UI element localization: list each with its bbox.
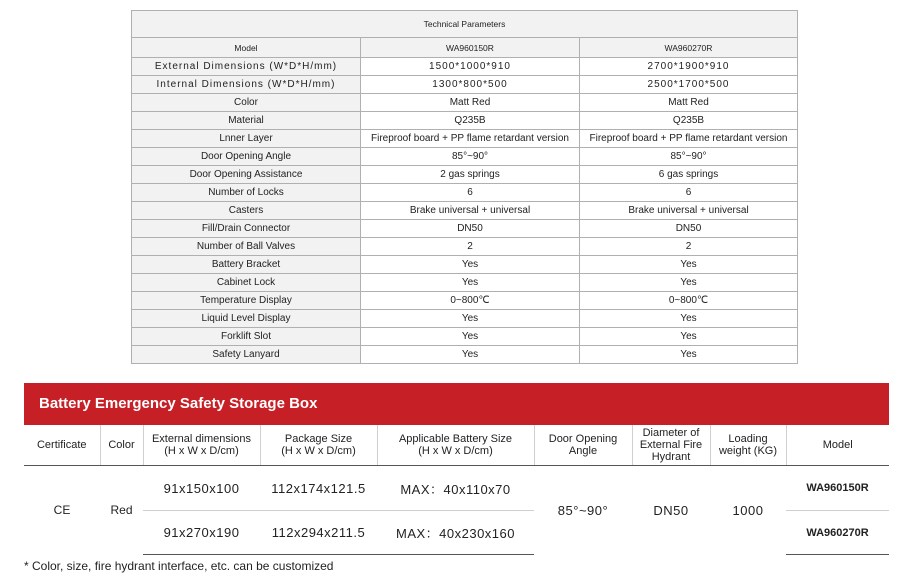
parameter-value: Yes — [580, 310, 798, 328]
parameter-value: 2700*1900*910 — [580, 58, 798, 76]
parameter-label: Safety Lanyard — [132, 346, 361, 364]
parameter-value: Brake universal + universal — [580, 202, 798, 220]
parameter-label: Internal Dimensions (W*D*H/mm) — [132, 76, 361, 94]
parameter-value: Fireproof board + PP flame retardant version — [361, 130, 580, 148]
parameter-value: Yes — [361, 346, 580, 364]
table-row — [132, 238, 798, 256]
table-row — [132, 256, 798, 274]
parameter-label: Temperature Display — [132, 292, 361, 310]
model-value: WA960150R — [786, 466, 889, 511]
parameter-label: Cabinet Lock — [132, 274, 361, 292]
header-color: Color — [100, 425, 143, 466]
parameter-label: Color — [132, 94, 361, 112]
table-row — [132, 166, 798, 184]
parameter-label: Casters — [132, 202, 361, 220]
table-row — [132, 130, 798, 148]
parameter-value: 6 — [580, 184, 798, 202]
parameter-label: Battery Bracket — [132, 256, 361, 274]
parameter-value: 1300*800*500 — [361, 76, 580, 94]
product-banner — [24, 383, 889, 425]
product-title: Battery Emergency Safety Storage Box — [39, 395, 318, 412]
parameter-value: Yes — [361, 274, 580, 292]
parameter-label: Fill/Drain Connector — [132, 220, 361, 238]
color-value: Red — [110, 503, 133, 518]
header-model: Model — [786, 425, 889, 466]
parameter-label: Liquid Level Display — [132, 310, 361, 328]
parameter-label: Number of Ball Valves — [132, 238, 361, 256]
parameter-value: 85°~90° — [580, 148, 798, 166]
table-title: Technical Parameters — [132, 11, 798, 38]
certificate-value: CE — [53, 503, 71, 518]
model-value: WA960270R — [786, 511, 889, 555]
parameter-value: Yes — [580, 274, 798, 292]
parameter-value: 2 gas springs — [361, 166, 580, 184]
door-angle-value: 85°~90° — [557, 502, 609, 518]
table-row — [132, 274, 798, 292]
parameter-value: Yes — [361, 328, 580, 346]
table-row — [132, 202, 798, 220]
parameter-value: Yes — [361, 256, 580, 274]
table-row — [132, 184, 798, 202]
parameter-value: Yes — [361, 310, 580, 328]
parameter-value: Q235B — [361, 112, 580, 130]
hydrant-value: DN50 — [653, 502, 689, 518]
parameter-value: 85°~90° — [361, 148, 580, 166]
parameter-value: 0~800℃ — [361, 292, 580, 310]
parameter-value: Q235B — [580, 112, 798, 130]
header-package-size: Package Size (H x W x D/cm) — [260, 425, 377, 466]
table-row — [132, 328, 798, 346]
table-row — [132, 148, 798, 166]
table-row — [132, 58, 798, 76]
header-external-dimensions: External dimensions (H x W x D/cm) — [143, 425, 260, 466]
parameter-value: Matt Red — [361, 94, 580, 112]
parameter-label: Material — [132, 112, 361, 130]
footnote: * Color, size, fire hydrant interface, etc. can be customized — [24, 559, 334, 573]
product-row — [24, 466, 889, 511]
table-row — [132, 76, 798, 94]
product-spec-table — [24, 425, 889, 555]
parameter-value: Fireproof board + PP flame retardant version — [580, 130, 798, 148]
parameter-value: Brake universal + universal — [361, 202, 580, 220]
parameter-value: DN50 — [580, 220, 798, 238]
package-size-value: 112x174x121.5 — [260, 466, 377, 511]
parameter-value: 2500*1700*500 — [580, 76, 798, 94]
external-dimensions-value: 91x270x190 — [143, 511, 260, 555]
table-header-row — [132, 38, 798, 58]
battery-size-value: MAX：40x230x160 — [377, 511, 534, 555]
parameter-value: 6 gas springs — [580, 166, 798, 184]
parameter-value: 2 — [580, 238, 798, 256]
parameter-value: Yes — [580, 328, 798, 346]
header-certificate: Certificate — [24, 425, 100, 466]
table-row — [132, 310, 798, 328]
technical-parameters-table — [131, 10, 798, 364]
product-header-row — [24, 425, 889, 466]
header-door-angle: Door Opening Angle — [534, 425, 632, 466]
table-row — [132, 346, 798, 364]
parameter-value: 0~800℃ — [580, 292, 798, 310]
header-battery-size: Applicable Battery Size (H x W x D/cm) — [377, 425, 534, 466]
package-size-value: 112x294x211.5 — [260, 511, 377, 555]
external-dimensions-value: 91x150x100 — [143, 466, 260, 511]
table-row — [132, 220, 798, 238]
battery-size-value: MAX：40x110x70 — [377, 466, 534, 511]
parameter-label: Number of Locks — [132, 184, 361, 202]
parameter-value: Matt Red — [580, 94, 798, 112]
table-row — [132, 94, 798, 112]
parameter-label: Door Opening Angle — [132, 148, 361, 166]
header-model-2: WA960270R — [580, 38, 798, 58]
table-title-row — [132, 11, 798, 38]
parameter-value: DN50 — [361, 220, 580, 238]
technical-parameters-body — [132, 11, 798, 364]
header-loading-weight: Loading weight (KG) — [710, 425, 786, 466]
loading-weight-value: 1000 — [732, 502, 764, 518]
table-row — [132, 292, 798, 310]
parameter-label: External Dimensions (W*D*H/mm) — [132, 58, 361, 76]
parameter-value: Yes — [580, 256, 798, 274]
header-model-1: WA960150R — [361, 38, 580, 58]
parameter-value: 6 — [361, 184, 580, 202]
header-model: Model — [132, 38, 361, 58]
header-hydrant-diameter: Diameter of External Fire Hydrant — [632, 425, 710, 466]
parameter-label: Forklift Slot — [132, 328, 361, 346]
parameter-label: Door Opening Assistance — [132, 166, 361, 184]
parameter-value: Yes — [580, 346, 798, 364]
parameter-value: 1500*1000*910 — [361, 58, 580, 76]
parameter-label: Lnner Layer — [132, 130, 361, 148]
parameter-value: 2 — [361, 238, 580, 256]
table-row — [132, 112, 798, 130]
